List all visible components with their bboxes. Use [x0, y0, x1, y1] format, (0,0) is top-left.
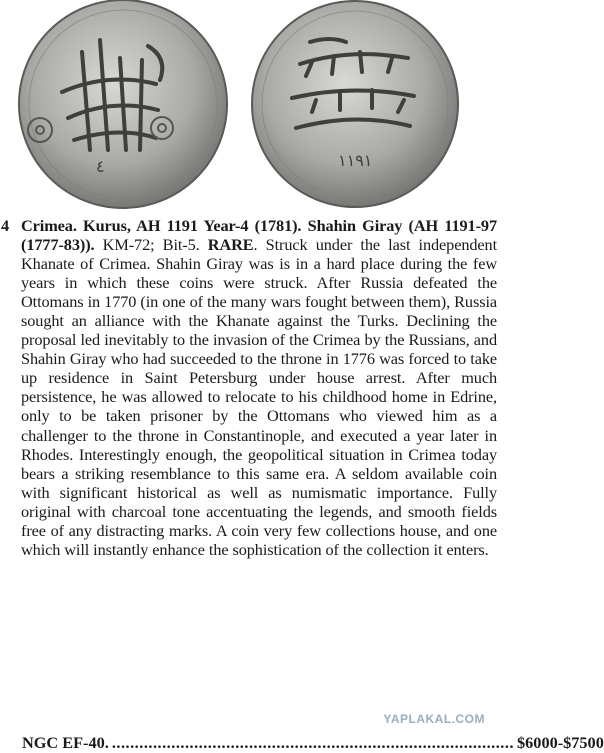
lot-number: 4 [1, 216, 10, 235]
price-line [22, 733, 604, 753]
lot-title: Crimea. Kurus, AH 1191 Year-4 (1781). Shahin Giray (AH 1191-97 (1777-83)). [21, 216, 497, 255]
estimate-value: $6000-$7500 [517, 733, 604, 752]
reverse-date-label: ١١٩١ [338, 151, 373, 170]
grade-label: NGC EF-40. [22, 733, 109, 752]
lot-text [21, 216, 497, 559]
coin-images [0, 0, 505, 210]
watermark-text: YAPLAKAL.COM [383, 712, 485, 726]
lot-description [0, 216, 497, 559]
dot-leader: ........................................................................................ [111, 733, 515, 752]
coin-obverse [19, 0, 227, 208]
obverse-date-label: ٤ [96, 157, 105, 176]
lot-rarity: RARE [207, 235, 254, 255]
lot-body: . Struck under the last independent Khanate of Crimea. Shahin Giray was is in a hard place during the few years in which these coins were struck. After Russia defeated the Ottomans in 1770 (in one of the many wars fought between them), Russia sought an alliance with the Khanate against the Turks. Declining the proposal led inevitably to the invasion of the Crimea by the Russians, and Shahin Giray who had succeeded to the throne in 1776 was forced to take up residence in Saint Petersburg under house arrest. After much persistence, he was allowed to relocate to his childhood home in Edrine, only to be taken prisoner by the Ottomans who viewed him as a challenger to the throne in Constantinople, and executed a year later in Rhodes. Interestingly enough, the geopolitical situation in Crimea today bears a striking resemblance to this same era. A seldom available coin with significant historical as well as numismatic importance. Fully original with charcoal tone accentuating the legends, and smooth fields free of any distracting marks. A coin very few collections house, and one which will instantly enhance the sophistication of the collection it enters. [21, 235, 497, 559]
coin-reverse [252, 1, 458, 207]
lot-references: KM-72; Bit-5. [94, 235, 208, 255]
